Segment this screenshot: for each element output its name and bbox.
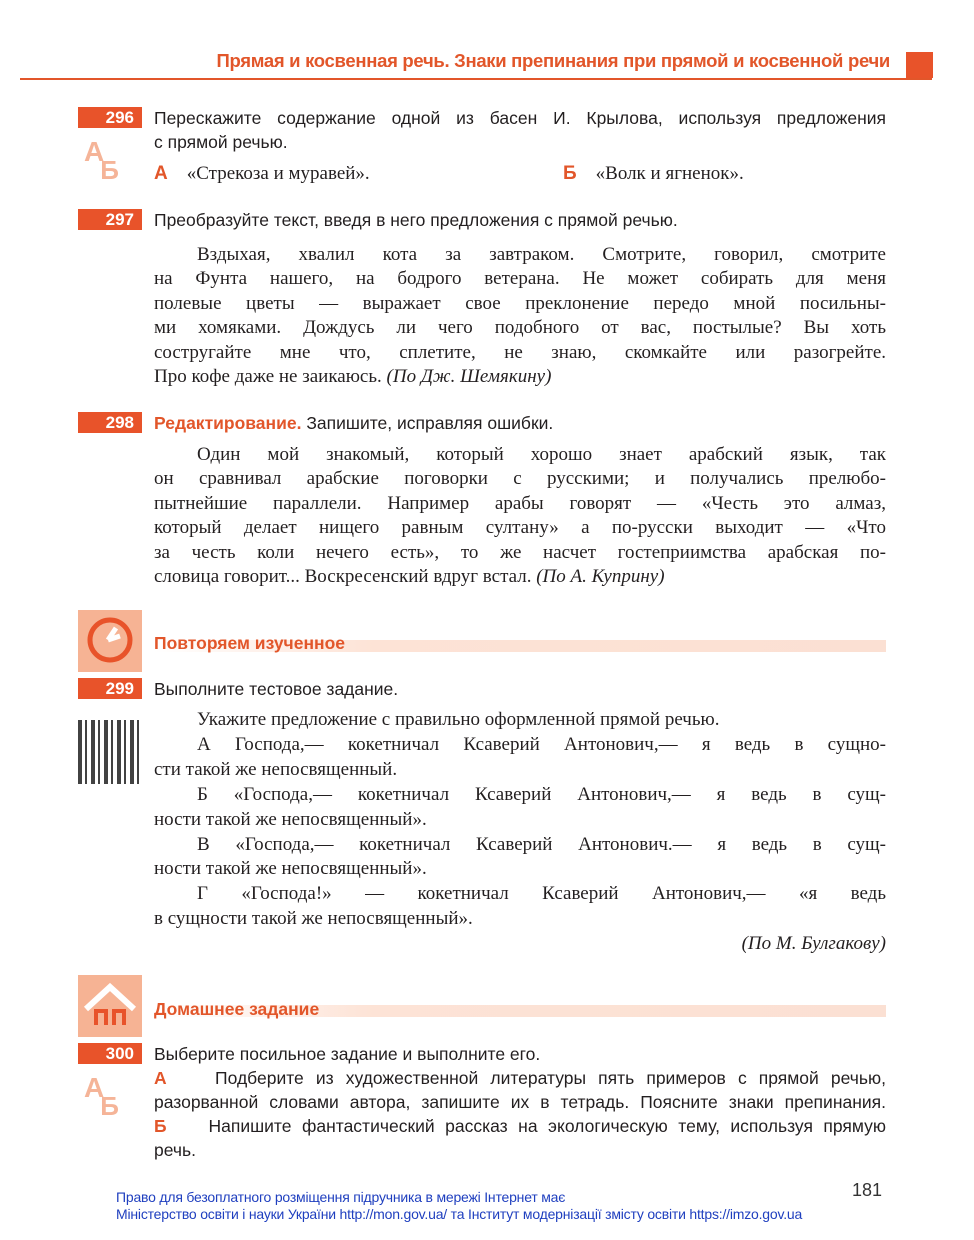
text-line: ности такой же непосвященный».	[154, 808, 427, 830]
answer-g: Г «Господа!» — кокетничал Ксаверий Антонович,— «я ведь	[197, 883, 886, 905]
option-letter: А	[154, 163, 168, 184]
exercise-number: 297	[78, 209, 142, 230]
text-line: на Фунта нашего, на бодрого ветерана. Не может собирать для меня	[154, 268, 886, 290]
qr-code[interactable]	[78, 720, 142, 784]
option-letter: А	[154, 1068, 167, 1088]
answer-a: А Господа,— кокетничал Ксаверий Антонович,— я ведь в сущно-	[197, 733, 886, 755]
exercise-number: 296	[78, 107, 142, 128]
text-line: Перескажите содержание одной из басен И. Крылова, используя предложения	[154, 108, 886, 128]
text-line: речь.	[154, 1140, 196, 1160]
text-line: Про кофе даже не заикаюсь.	[154, 366, 382, 388]
exercise-298-task	[154, 411, 886, 435]
text-line: пытнейшие параллели. Например арабы говорят — «Честь это алмаз,	[154, 492, 886, 514]
answer-b: Б «Господа,— кокетничал Ксаверий Антонович,— я ведь в сущ-	[197, 783, 886, 805]
option-b	[563, 162, 863, 186]
exercise-number: 300	[78, 1043, 142, 1064]
chapter-title: Прямая и косвенная речь. Знаки препинания при прямой и косвенной речи	[216, 50, 890, 71]
task-text: Выберите посильное задание и выполните его.	[154, 1044, 541, 1064]
text-line: Вздыхая, хвалил кота за завтраком. Смотрите, говорил, смотрите	[197, 244, 886, 265]
task-label: Редактирование.	[154, 413, 302, 433]
text-line: полевые цветы — выражает свое преклонение передо мной посильны-	[154, 292, 886, 314]
option-letter: Б	[154, 1116, 167, 1136]
text-line: Один мой знакомый, который хорошо знает арабский язык, так	[197, 444, 886, 465]
text-line: сти такой же непосвященный.	[154, 758, 398, 780]
text-line: ми хомяками. Дождусь ли чего подобного от вас, постылые? Вы хоть	[154, 317, 886, 339]
text-line: с прямой речью.	[154, 132, 288, 152]
text-line: словица говорит... Воскресенский вдруг встал.	[154, 566, 532, 588]
ab-icon: АБ	[84, 1072, 119, 1121]
source: (По Дж. Шемякину)	[386, 366, 552, 388]
exercise-297-task: Преобразуйте текст, введя в него предложения с прямой речью.	[154, 210, 678, 230]
exercise-number: 299	[78, 678, 142, 699]
exercise-number: 298	[78, 412, 142, 433]
page-number: 181	[852, 1180, 883, 1200]
exercise-296-task	[154, 106, 886, 154]
text-line: за честь коли нечего есть», то же насчет гостеприимства арабская по-	[154, 541, 886, 563]
exercise-298-text	[154, 443, 886, 589]
text-line: он сравнивал арабские поговорки с русскими; и получались прелюбо-	[154, 468, 886, 490]
clock-icon	[78, 610, 142, 672]
footer-line[interactable]: Міністерство освіти і науки України http://mon.gov.ua/ та Інститут модернізації змісту освіти https://imzo.gov.ua	[116, 1206, 803, 1222]
footer-line: Право для безоплатного розміщення підручника в мережі Інтернет має	[116, 1189, 566, 1205]
text-line: разорванной словами автора, запишите их в тетрадь. Поясните знаки препинания.	[154, 1092, 886, 1112]
option-letter: Б	[563, 163, 577, 184]
text-line: Укажите предложение с правильно оформленной прямой речью.	[197, 709, 720, 730]
title-divider	[20, 78, 932, 80]
section-title: Домашнее задание	[154, 999, 320, 1019]
answer-v: В «Господа,— кокетничал Ксаверий Антонович.— я ведь в сущ-	[197, 833, 886, 855]
text-line: Напишите фантастический рассказ на экологическую тему, используя прямую	[208, 1116, 887, 1136]
chapter-marker	[906, 52, 933, 78]
exercise-299-task: Выполните тестовое задание.	[154, 679, 399, 699]
text-line: состругайте мне что, сплетите, не знаю, скомкайте или разогрейте.	[154, 341, 886, 363]
text-line: ности такой же непосвященный».	[154, 858, 427, 880]
option-text: «Стрекоза и муравей».	[186, 163, 370, 184]
exercise-297-text	[154, 243, 886, 389]
task-text: Запишите, исправляя ошибки.	[306, 413, 554, 433]
section-title: Повторяем изученное	[154, 633, 346, 653]
house-icon	[78, 975, 142, 1037]
exercise-299-text	[154, 708, 886, 957]
ab-icon: АБ	[84, 136, 119, 185]
option-text: «Волк и ягненок».	[595, 163, 744, 184]
source: (По М. Булгакову)	[741, 933, 886, 955]
text-line: Подберите из художественной литературы пять примеров с прямой речью,	[215, 1068, 887, 1088]
exercise-300-text	[154, 1042, 886, 1162]
text-line: который делает нищего равным султану» а по-русски выходит — «Что	[154, 517, 886, 539]
text-line: в сущности такой же непосвященный».	[154, 908, 473, 930]
option-a	[154, 162, 554, 186]
source: (По А. Куприну)	[536, 566, 665, 588]
